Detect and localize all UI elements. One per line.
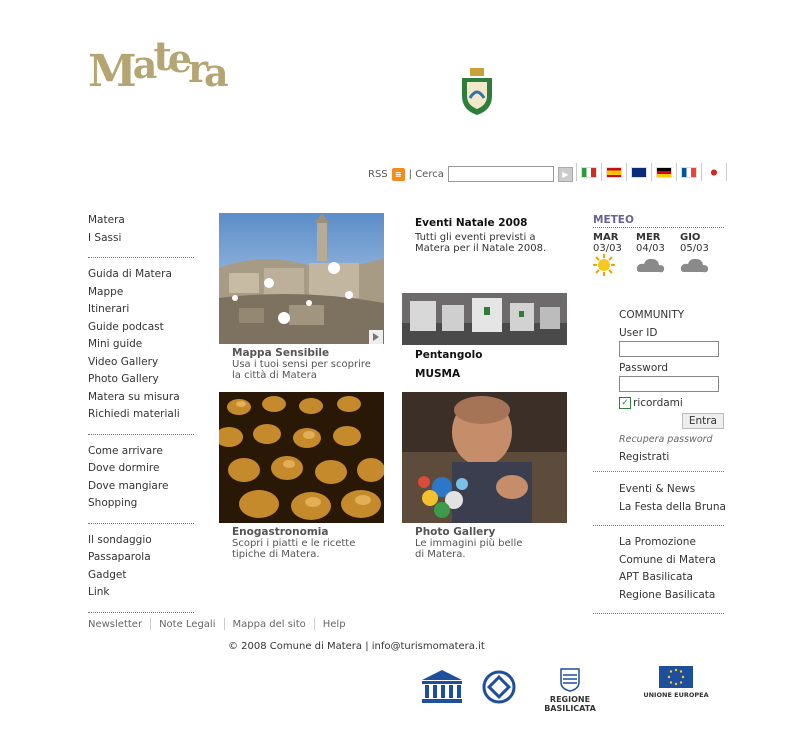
recover-password-link[interactable]: Recupera password: [619, 434, 713, 445]
mappa-sensibile-desc-2: la città di Matera: [232, 370, 317, 381]
rss-icon[interactable]: ≡: [392, 168, 405, 181]
right-divider: [593, 525, 724, 526]
register-link[interactable]: Registrati: [619, 451, 670, 463]
nav-divider: [88, 523, 194, 524]
link-festa-bruna[interactable]: La Festa della Bruna: [619, 500, 726, 513]
nav-item-mini-guide[interactable]: Mini guide: [88, 338, 143, 350]
regione-basilicata-label: REGIONE BASILICATA: [544, 695, 596, 713]
remember-row: [619, 397, 724, 409]
right-links-promo: [619, 534, 724, 604]
nav-item-come-arrivare[interactable]: Come arrivare: [88, 444, 163, 457]
nav-item-link[interactable]: Link: [88, 586, 110, 598]
mappa-sensibile-desc-1: Usa i tuoi sensi per scoprire: [232, 359, 371, 370]
flag-italy-icon[interactable]: [581, 167, 597, 178]
footer-link-help[interactable]: Help: [322, 618, 346, 630]
eventi-natale-desc-1: Tutti gli eventi previsti a: [415, 232, 536, 243]
mappa-sensibile-title[interactable]: Mappa Sensibile: [232, 347, 330, 359]
mappa-sensibile-image[interactable]: [219, 213, 384, 344]
meteo-day: [680, 232, 724, 279]
nav-item-dormire[interactable]: Dove dormire: [88, 462, 160, 474]
nav-divider: [88, 257, 194, 258]
nav-item-sassi[interactable]: I Sassi: [88, 231, 122, 244]
nav-item-itinerari[interactable]: Itinerari: [88, 303, 130, 315]
nav-item-gadget[interactable]: Gadget: [88, 568, 127, 581]
footer-link-mappa-sito[interactable]: Mappa del sito: [232, 618, 306, 630]
right-links-news: [619, 481, 724, 516]
meteo-day-name: MAR: [593, 232, 619, 243]
nav-item-matera[interactable]: Matera: [88, 214, 125, 226]
heritage-logo-icon[interactable]: [482, 670, 516, 707]
nav-divider: [88, 612, 194, 613]
eventi-natale-title[interactable]: Eventi Natale 2008: [415, 217, 528, 229]
enogastronomia-desc-2: tipiche di Matera.: [232, 549, 320, 560]
site-logo[interactable]: Matera: [88, 33, 225, 97]
pentangolo-title[interactable]: Pentangolo: [415, 349, 483, 361]
photo-gallery-desc-1: Le immagini più belle: [415, 538, 523, 549]
enogastronomia-desc-1: Scopri i piatti e le ricette: [232, 538, 356, 549]
copyright: © 2008 Comune di Matera | info@turismomatera.it: [228, 641, 485, 652]
regione-shield-icon: [560, 668, 580, 692]
nav-item-mappe[interactable]: Mappe: [88, 285, 124, 298]
community-title: COMMUNITY: [619, 309, 685, 321]
footer-links: [88, 618, 346, 630]
right-divider: [593, 613, 724, 614]
cloud-icon: [680, 254, 710, 276]
enogastronomia-image[interactable]: [219, 392, 384, 523]
photo-gallery-title[interactable]: Photo Gallery: [415, 526, 496, 538]
photo-gallery-image[interactable]: [402, 392, 567, 523]
nav-item-shopping[interactable]: Shopping: [88, 497, 138, 509]
nav-item-su-misura[interactable]: Matera su misura: [88, 390, 180, 403]
nav-item-podcast[interactable]: Guide podcast: [88, 320, 164, 333]
password-field[interactable]: [619, 376, 719, 392]
meteo-widget: [593, 214, 724, 279]
flag-france-icon[interactable]: [681, 167, 697, 178]
link-comune[interactable]: Comune di Matera: [619, 553, 716, 566]
search-input[interactable]: [448, 166, 554, 182]
utility-toolbar: [368, 166, 573, 182]
flag-uk-icon[interactable]: [631, 167, 647, 178]
meteo-day-name: GIO: [680, 232, 701, 243]
user-id-label: User ID: [619, 327, 658, 339]
footer-link-newsletter[interactable]: Newsletter: [88, 618, 143, 630]
meteo-day-date: 03/03: [593, 243, 622, 254]
unione-europea-logo[interactable]: [626, 666, 726, 699]
unione-europea-label: UNIONE EUROPEA: [643, 691, 709, 699]
nav-divider: [88, 434, 194, 435]
meteo-day: [593, 232, 636, 279]
nav-item-mangiare[interactable]: Dove mangiare: [88, 479, 169, 492]
nav-item-materiali[interactable]: Richiedi materiali: [88, 408, 180, 420]
nav-item-video-gallery[interactable]: Video Gallery: [88, 355, 159, 368]
nav-item-passaparola[interactable]: Passaparola: [88, 551, 151, 563]
cloud-icon: [636, 254, 666, 276]
meteo-day-date: 05/03: [680, 243, 709, 254]
meteo-title: METEO: [593, 214, 724, 228]
left-nav: [88, 212, 194, 613]
nav-item-guida[interactable]: Guida di Matera: [88, 268, 172, 280]
meteo-day: [636, 232, 680, 279]
flag-germany-icon[interactable]: [656, 167, 672, 178]
photo-gallery-desc-2: di Matera.: [415, 549, 466, 560]
flag-spain-icon[interactable]: [606, 167, 622, 178]
eu-flag-icon: [659, 666, 693, 688]
link-regione[interactable]: Regione Basilicata: [619, 588, 716, 601]
eventi-natale-desc-2: Matera per il Natale 2008.: [415, 243, 547, 254]
community-login: [619, 307, 724, 463]
musma-title[interactable]: MUSMA: [415, 368, 461, 380]
remember-checkbox[interactable]: ✓: [619, 397, 631, 409]
pentangolo-image[interactable]: [402, 293, 567, 345]
search-label: | Cerca: [408, 168, 444, 180]
coat-of-arms-icon: [458, 68, 496, 116]
user-id-field[interactable]: [619, 341, 719, 357]
enogastronomia-title[interactable]: Enogastronomia: [232, 526, 329, 538]
unesco-logo-icon[interactable]: [420, 670, 464, 707]
sun-icon: [593, 254, 615, 276]
footer-link-note-legali[interactable]: Note Legali: [159, 618, 216, 630]
remember-label: ricordami: [633, 397, 683, 409]
search-button[interactable]: ▶: [558, 167, 573, 182]
regione-basilicata-logo[interactable]: [528, 668, 612, 713]
nav-item-photo-gallery[interactable]: Photo Gallery: [88, 373, 159, 385]
link-apt[interactable]: APT Basilicata: [619, 571, 693, 583]
rss-label[interactable]: RSS: [368, 168, 388, 180]
password-label: Password: [619, 362, 669, 374]
flag-japan-icon[interactable]: [706, 167, 722, 178]
link-promozione[interactable]: La Promozione: [619, 536, 696, 548]
nav-item-sondaggio[interactable]: Il sondaggio: [88, 533, 152, 546]
link-eventi-news[interactable]: Eventi & News: [619, 483, 696, 495]
meteo-day-name: MER: [636, 232, 661, 243]
language-selector: [576, 163, 727, 181]
login-button[interactable]: Entra: [682, 413, 724, 429]
right-divider: [593, 471, 724, 472]
meteo-day-date: 04/03: [636, 243, 665, 254]
